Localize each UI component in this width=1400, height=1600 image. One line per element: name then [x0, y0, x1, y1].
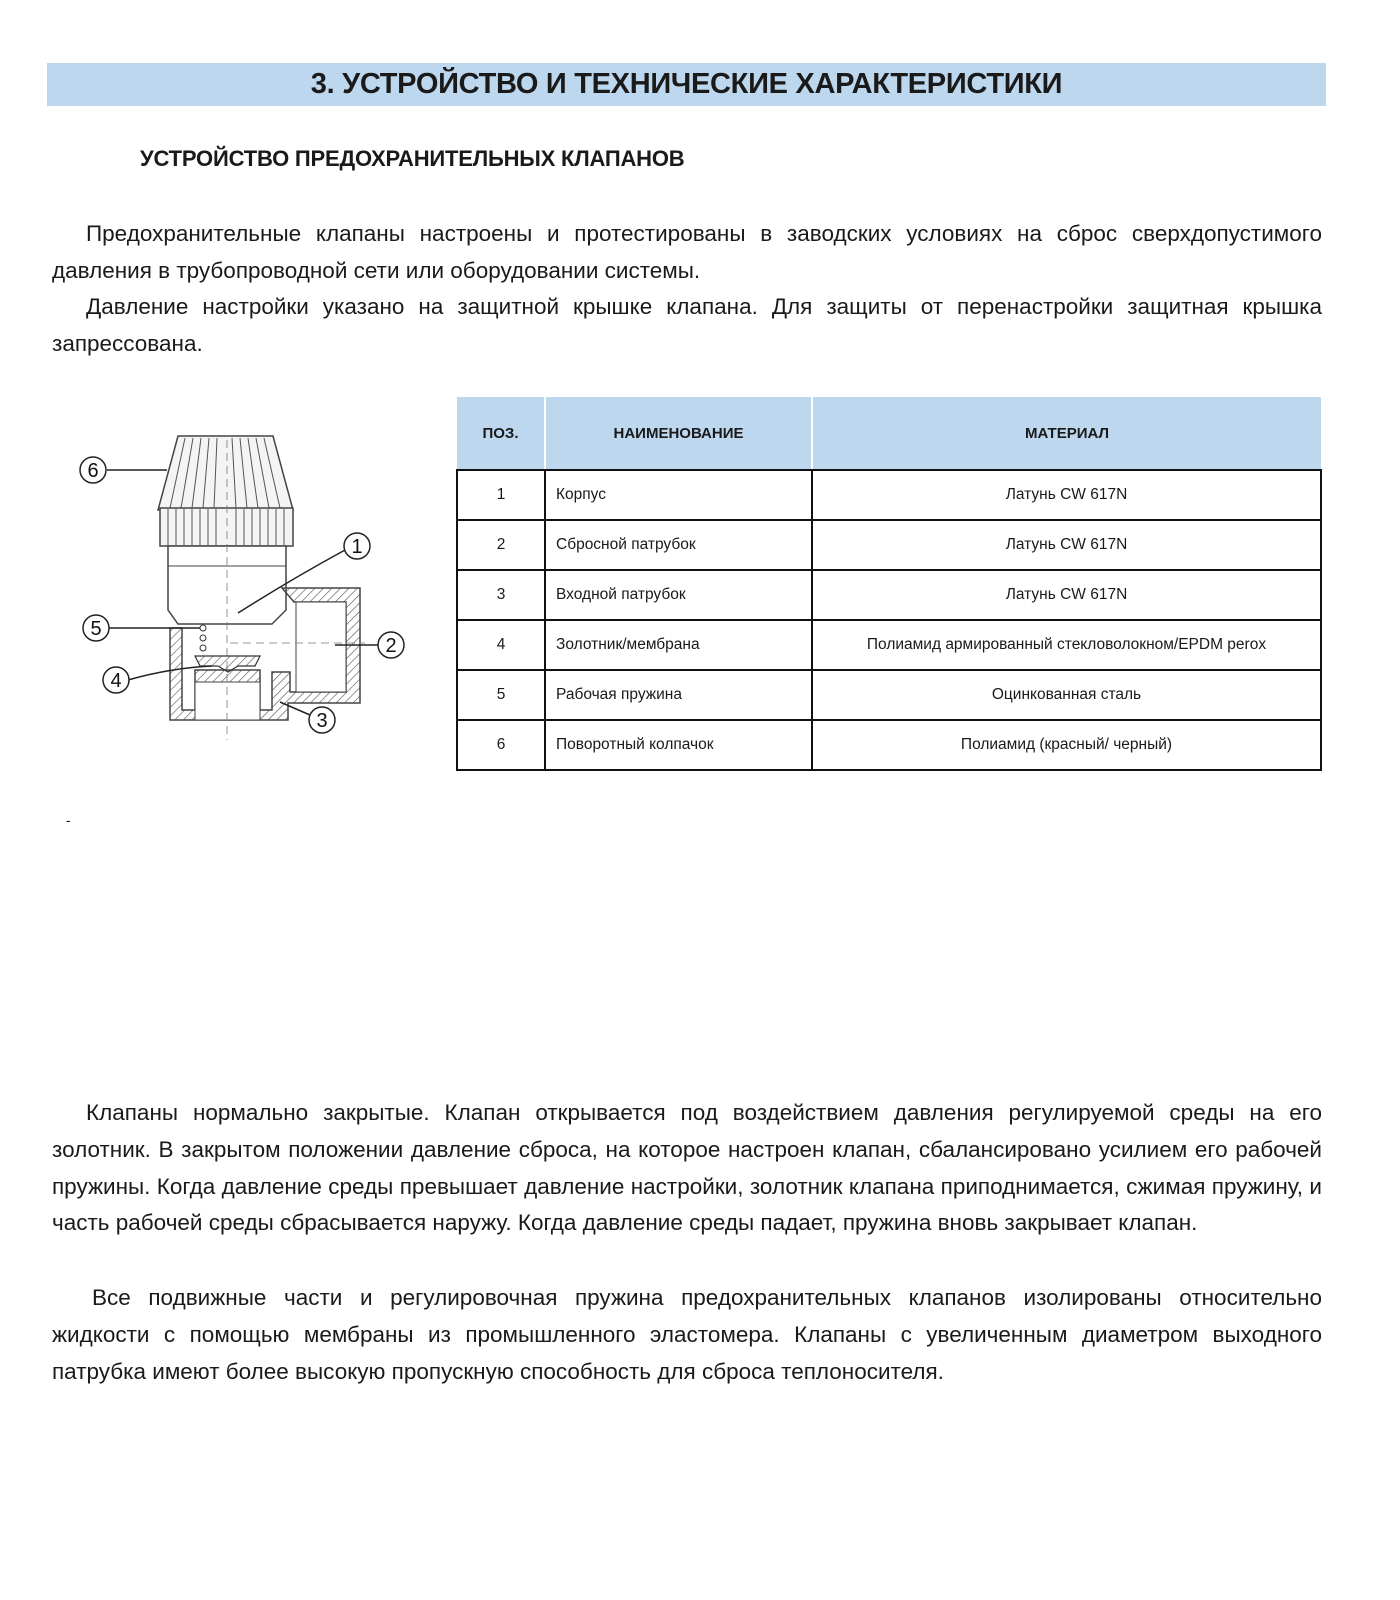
table-row [457, 520, 1321, 570]
header-material: МАТЕРИАЛ [812, 397, 1321, 470]
paragraph-isolation: Все подвижные части и регулировочная пружина предохранительных клапанов изолированы относительно жидкости с помощью мембраны из промышленного эластомера. Клапаны с увеличенным диаметром выходного патрубка имеют более высокую пропускную способность для сброса теплоносителя. [52, 1285, 1322, 1384]
callout-6 [80, 457, 167, 483]
svg-text:2: 2 [385, 635, 397, 657]
cell-pos: 4 [457, 620, 545, 670]
cell-material: Латунь CW 617N [812, 570, 1321, 620]
table-row [457, 470, 1321, 520]
header-pos: ПОЗ. [457, 397, 545, 470]
cell-pos: 1 [457, 470, 545, 520]
cell-material: Оцинкованная сталь [812, 670, 1321, 720]
cell-name: Входной патрубок [545, 570, 812, 620]
section-header-band [47, 63, 1326, 106]
header-name: НАИМЕНОВАНИЕ [545, 397, 812, 470]
cell-material: Полиамид армированный стекловолокном/EPDM perox [812, 620, 1321, 670]
cell-name: Корпус [545, 470, 812, 520]
paragraph-intro-1: Предохранительные клапаны настроены и протестированы в заводских условиях на сброс сверхдопустимого давления в трубопроводной сети или оборудовании системы. [52, 221, 1322, 283]
cell-pos: 6 [457, 720, 545, 770]
cell-material: Полиамид (красный/ черный) [812, 720, 1321, 770]
svg-text:3: 3 [316, 710, 328, 732]
table-row [457, 570, 1321, 620]
cell-name: Сбросной патрубок [545, 520, 812, 570]
svg-text:4: 4 [110, 670, 122, 692]
cell-material: Латунь CW 617N [812, 470, 1321, 520]
cell-name: Рабочая пружина [545, 670, 812, 720]
svg-text:6: 6 [87, 460, 99, 482]
svg-text:5: 5 [90, 618, 102, 640]
valve-diagram [60, 410, 420, 750]
parts-table [456, 397, 1322, 771]
paragraph-operation: Клапаны нормально закрытые. Клапан открывается под воздействием давления регулируемой среды на его золотник. В закрытом положении давление сброса, на которое настроен клапан, сбалансировано усилием его рабочей пружины. Когда давление среды превышает давление настройки, золотник клапана приподнимается, сжимая пружину, и часть рабочей среды сбрасывается наружу. Когда давление среды падает, пружина вновь закрывает клапан. [52, 1100, 1322, 1236]
table-row [457, 720, 1321, 770]
cell-pos: 5 [457, 670, 545, 720]
svg-text:1: 1 [351, 536, 363, 558]
section-title: 3. УСТРОЙСТВО И ТЕХНИЧЕСКИЕ ХАРАКТЕРИСТИКИ [310, 68, 1063, 100]
cell-name: Золотник/мембрана [545, 620, 812, 670]
valve-cap [158, 436, 293, 546]
cell-material: Латунь CW 617N [812, 520, 1321, 570]
paragraph-intro-2: Давление настройки указано на защитной крышке клапана. Для защиты от перенастройки защитная крышка запрессована. [52, 294, 1322, 356]
table-header-row [457, 397, 1321, 470]
table-row [457, 620, 1321, 670]
cell-pos: 3 [457, 570, 545, 620]
stray-mark: - [66, 812, 71, 828]
table-row [457, 670, 1321, 720]
cell-pos: 2 [457, 520, 545, 570]
subheading: УСТРОЙСТВО ПРЕДОХРАНИТЕЛЬНЫХ КЛАПАНОВ [140, 146, 685, 171]
cell-name: Поворотный колпачок [545, 720, 812, 770]
